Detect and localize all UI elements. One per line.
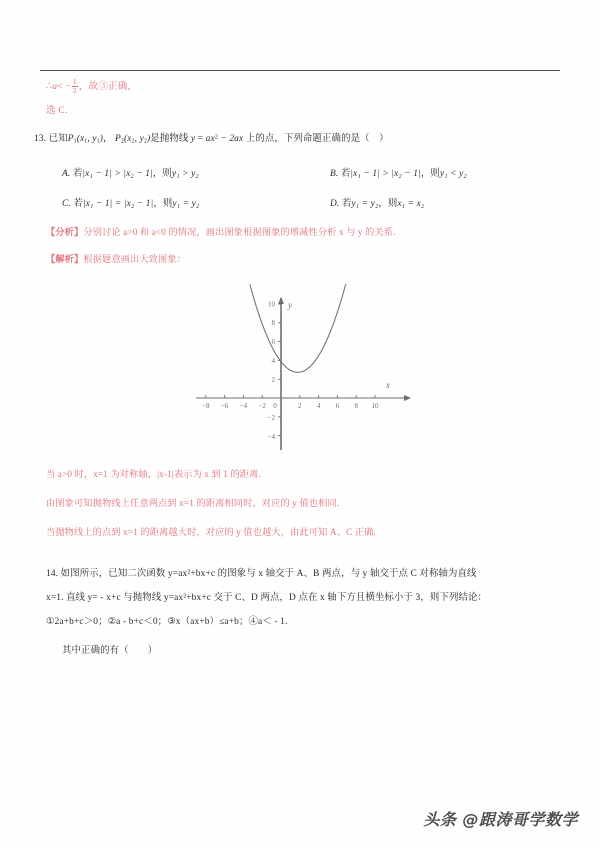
q13-eq-y: y [190, 134, 196, 144]
q13-option-c [62, 198, 199, 212]
y-axis-label: y [288, 300, 292, 310]
q13-option-c-expr: |x₁ − 1| = |x₂ − 1| [82, 199, 154, 209]
q13-stem-post: 上的点，下列命题正确的是（ ） [245, 134, 389, 144]
q13-p2-y-sub: 2 [143, 138, 148, 145]
q13-option-d-label: D. [330, 199, 340, 209]
svg-text:−4: −4 [267, 433, 275, 441]
q14-line-3: ①2a+b+c＞0；②a - b+c＜0；③x（ax+b）≤a+b；④a＜ - 1. [46, 617, 288, 627]
q13-p2-x-sub: 2 [131, 138, 135, 145]
q13-option-d-expr: y₁ = y₂ [351, 199, 379, 209]
carryover-therefore: ∴ [46, 80, 53, 92]
carryover-relation: < − [57, 80, 71, 92]
x-axis-label: x [386, 380, 390, 390]
q13-option-b-ruo: 若 [340, 169, 351, 179]
svg-text:2: 2 [298, 402, 302, 410]
q13-option-a-ruo: 若 [72, 169, 83, 179]
q14-number: 14. [46, 569, 59, 579]
q13-point-p1: P [67, 134, 74, 144]
q13-p1-args-mid: , y [87, 134, 97, 144]
svg-text:−6: −6 [220, 402, 229, 410]
fraction-denominator: 2 [72, 85, 77, 95]
q13-comma-1: ， [103, 134, 113, 144]
q14-line-4: 其中正确的有（ ） [62, 646, 158, 656]
carryover-variable: a [52, 80, 58, 92]
q13-eq-rest: − 2ax [217, 134, 244, 144]
q13-analysis-line [46, 226, 396, 239]
q13-eq-equals: = [195, 134, 206, 144]
solution-tag: 【解析】 [46, 254, 84, 264]
analysis-tag: 【分析】 [46, 227, 84, 237]
q13-stem-pre: 已知 [48, 134, 68, 144]
svg-text:6: 6 [335, 402, 340, 410]
q13-option-b-label: B. [330, 169, 339, 179]
fraction-one-half [72, 78, 78, 94]
svg-text:8: 8 [354, 402, 358, 410]
carryover-suffix: ，故③正确， [78, 80, 138, 92]
q13-note-line-2: 由图象可知抛物线上任意两点到 x=1 的距离相同时，对应的 y 值也相同. [46, 498, 340, 508]
svg-text:−2: −2 [267, 414, 275, 422]
q13-option-a-expr: |x₁ − 1| > |x₂ − 1| [82, 169, 153, 179]
svg-text:10: 10 [371, 402, 379, 410]
carryover-line-1 [46, 78, 137, 94]
q13-option-d-ruo: 若 [341, 199, 352, 209]
q13-option-d [330, 198, 424, 212]
q13-option-c-label: C. [62, 199, 71, 209]
q13-p1-x-sub: 1 [84, 138, 88, 145]
watermark-platform: 头条 [423, 810, 457, 829]
q13-point-p2-sub: 2 [120, 138, 124, 145]
q14-line-1-text: 如图所示，已知二次函数 y=ax²+bx+c 的图象与 x 轴交于 A、B 两点，与 y 轴交于点 C 对称轴为直线 [60, 569, 477, 579]
analysis-text: 分别讨论 a>0 和 a<0 的情况，画出图象根据图象的增减性分析 x 与 y 的关系. [83, 227, 396, 237]
svg-text:8: 8 [271, 319, 275, 327]
q13-note-line-1: 当 a>0 时，x=1 为对称轴，|x-1|表示为 x 到 1 的距离. [46, 469, 261, 479]
q13-p2-args-open: (x [123, 134, 132, 144]
q13-option-c-ruo: 若 [73, 199, 83, 209]
q13-option-b-ze: ，则 [420, 169, 440, 179]
q13-point-p1-sub: 1 [73, 138, 77, 145]
svg-text:−4: −4 [239, 402, 248, 410]
carryover-line-2: 选 C. [46, 105, 68, 116]
q13-p1-args-close: ) [99, 134, 103, 144]
header-divider [40, 70, 560, 71]
q14-line-1 [46, 568, 477, 582]
svg-text:2: 2 [271, 376, 275, 384]
q13-p2-args-mid: , y [134, 134, 144, 144]
q13-eq-ax: ax [205, 134, 215, 144]
svg-text:6: 6 [271, 338, 275, 346]
q13-option-c-concl: y₁ = y₂ [172, 199, 200, 209]
watermark [423, 807, 578, 830]
q13-option-b-expr: |x₁ − 1| > |x₂ − 1| [350, 169, 421, 179]
svg-text:4: 4 [271, 357, 275, 365]
q13-p2-args-close: ) [147, 134, 151, 144]
q13-p1-y-sub: 1 [96, 138, 100, 145]
q13-point-p2: P [115, 134, 121, 144]
parabola-graph-svg [186, 284, 422, 456]
fraction-numerator: 1 [72, 77, 77, 86]
parabola-curve [250, 285, 346, 373]
q13-option-b [330, 168, 467, 182]
y-tick-labels [268, 301, 276, 442]
q13-option-b-concl: y₁ < y₂ [439, 169, 467, 179]
q13-number: 13. [34, 134, 47, 144]
svg-text:−2: −2 [258, 402, 266, 410]
svg-text:4: 4 [316, 402, 321, 410]
q14-line-2: x=1. 直线 y= - x+c 与抛物线 y=ax²+bx+c 交于 C、D 两点，D 点在 x 轴下方且横坐标小于 3，则下列结论： [46, 593, 488, 603]
q13-note-line-3: 当抛物线上的点到 x=1 的距离越大时，对应的 y 值也越大，由此可知 A、C 正确. [46, 527, 376, 537]
q13-stem [34, 133, 389, 147]
q13-option-a-ze: ，则 [152, 169, 172, 179]
q13-option-a-label: A. [62, 169, 71, 179]
watermark-handle: @跟涛哥学数学 [462, 810, 578, 829]
q13-option-c-ze: ，则 [153, 199, 173, 209]
svg-text:−8: −8 [202, 402, 210, 410]
q13-p1-args-open: (x [76, 134, 85, 144]
parabola-graph-figure [186, 284, 422, 456]
q13-stem-mid: 是抛物线 [150, 134, 189, 144]
q13-option-d-concl: x₁ = x₂ [397, 199, 425, 209]
q13-option-a-concl: y₁ > y₂ [171, 169, 199, 179]
q13-eq-exponent: 2 [214, 134, 218, 141]
q13-option-d-ze: ，则 [378, 199, 398, 209]
x-tick-labels [202, 402, 379, 410]
svg-text:10: 10 [268, 300, 275, 309]
q13-solution-line [46, 253, 186, 266]
solution-text: 根据题意画出大致图象： [83, 254, 187, 264]
q13-option-a [62, 168, 199, 182]
svg-text:0: 0 [273, 402, 277, 410]
